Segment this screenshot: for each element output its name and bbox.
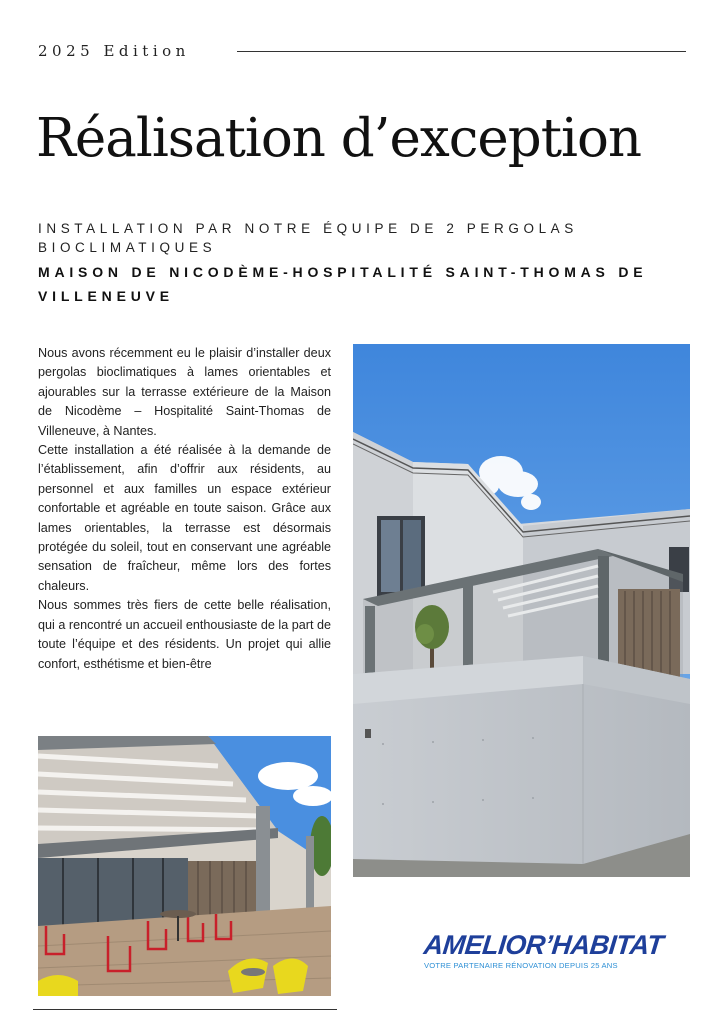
edition-label: 2025 Edition	[38, 42, 190, 60]
article-body	[38, 344, 331, 674]
brand-logo	[422, 930, 665, 970]
building-photo	[353, 344, 690, 877]
header-divider	[237, 51, 686, 52]
footer-divider	[33, 1009, 337, 1010]
project-subtitle: INSTALLATION PAR NOTRE ÉQUIPE DE 2 PERGOLAS BIOCLIMATIQUES	[38, 221, 578, 255]
paragraph-intro: Nous avons récemment eu le plaisir d’installer deux pergolas bioclimatiques à lames orientables et ajourables sur la terrasse extérieure de la Maison de Nicodème – Hospitalité Saint-Thomas de Villeneuve, à Nantes.	[38, 346, 331, 438]
brand-name: AMELIOR’HABITAT	[422, 930, 665, 960]
terrace-photo	[38, 736, 331, 996]
brand-tagline: VOTRE PARTENAIRE RÉNOVATION DEPUIS 25 ANS	[424, 961, 618, 970]
page-title: Réalisation d’exception	[36, 108, 642, 169]
paragraph-details: Cette installation a été réalisée à la demande de l’établissement, afin d’offrir aux résidents, au personnel et aux familles un espace extérieur confortable et agréable en toute saison. Grâce aux lames orientables, la terrasse est désormais protégée du soleil, tout en conservant une agréable sensation de fraîcheur, même lors des fortes chaleurs.	[38, 443, 331, 593]
project-location: MAISON DE NICODÈME-HOSPITALITÉ SAINT-THOMAS DE VILLENEUVE	[38, 264, 648, 304]
paragraph-conclusion: Nous sommes très fiers de cette belle réalisation, qui a rencontré un accueil enthousiaste de la part de toute l’équipe et des résidents. Un projet qui allie confort, esthétisme et bien-être	[38, 598, 331, 671]
